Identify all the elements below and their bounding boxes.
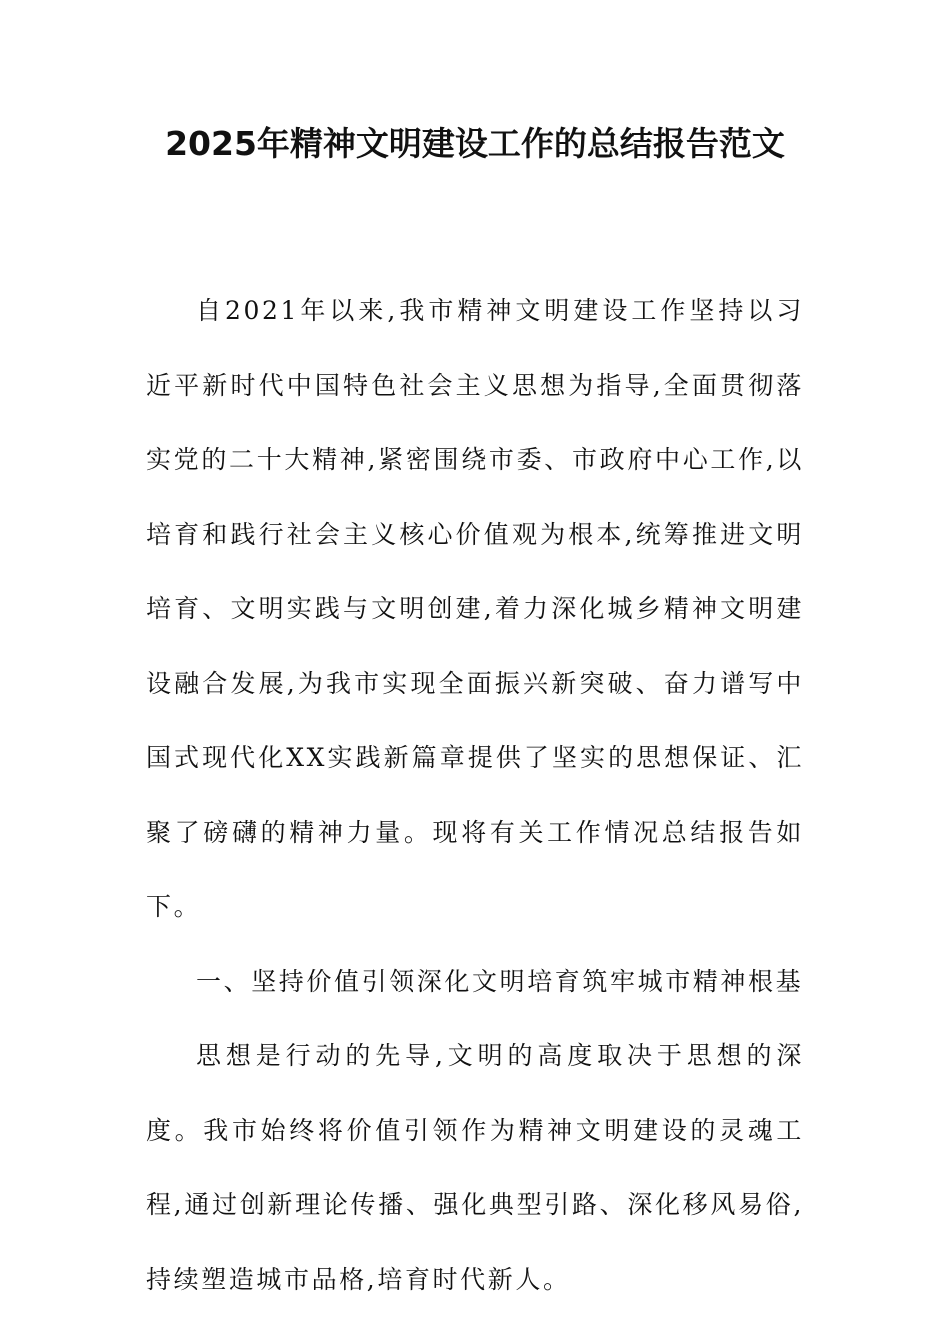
document-body	[146, 274, 804, 1317]
section-1-paragraph: 思想是行动的先导,文明的高度取决于思想的深度。我市始终将价值引领作为精神文明建设的灵魂工程,通过创新理论传播、强化典型引路、深化移风易俗,持续塑造城市品格,培育时代新人。	[146, 1041, 804, 1294]
intro-paragraph: 自2021年以来,我市精神文明建设工作坚持以习近平新时代中国特色社会主义思想为指导,全面贯彻落实党的二十大精神,紧密围绕市委、市政府中心工作,以培育和践行社会主义核心价值观为根本,统筹推进文明培育、文明实践与文明创建,着力深化城乡精神文明建设融合发展,为我市实现全面振兴新突破、奋力谱写中国式现代化XX实践新篇章提供了坚实的思想保证、汇聚了磅礴的精神力量。现将有关工作情况总结报告如下。	[146, 296, 804, 921]
document-title: 2025年精神文明建设工作的总结报告范文	[165, 124, 785, 163]
section-heading-1: 一、坚持价值引领深化文明培育筑牢城市精神根基	[196, 966, 804, 996]
